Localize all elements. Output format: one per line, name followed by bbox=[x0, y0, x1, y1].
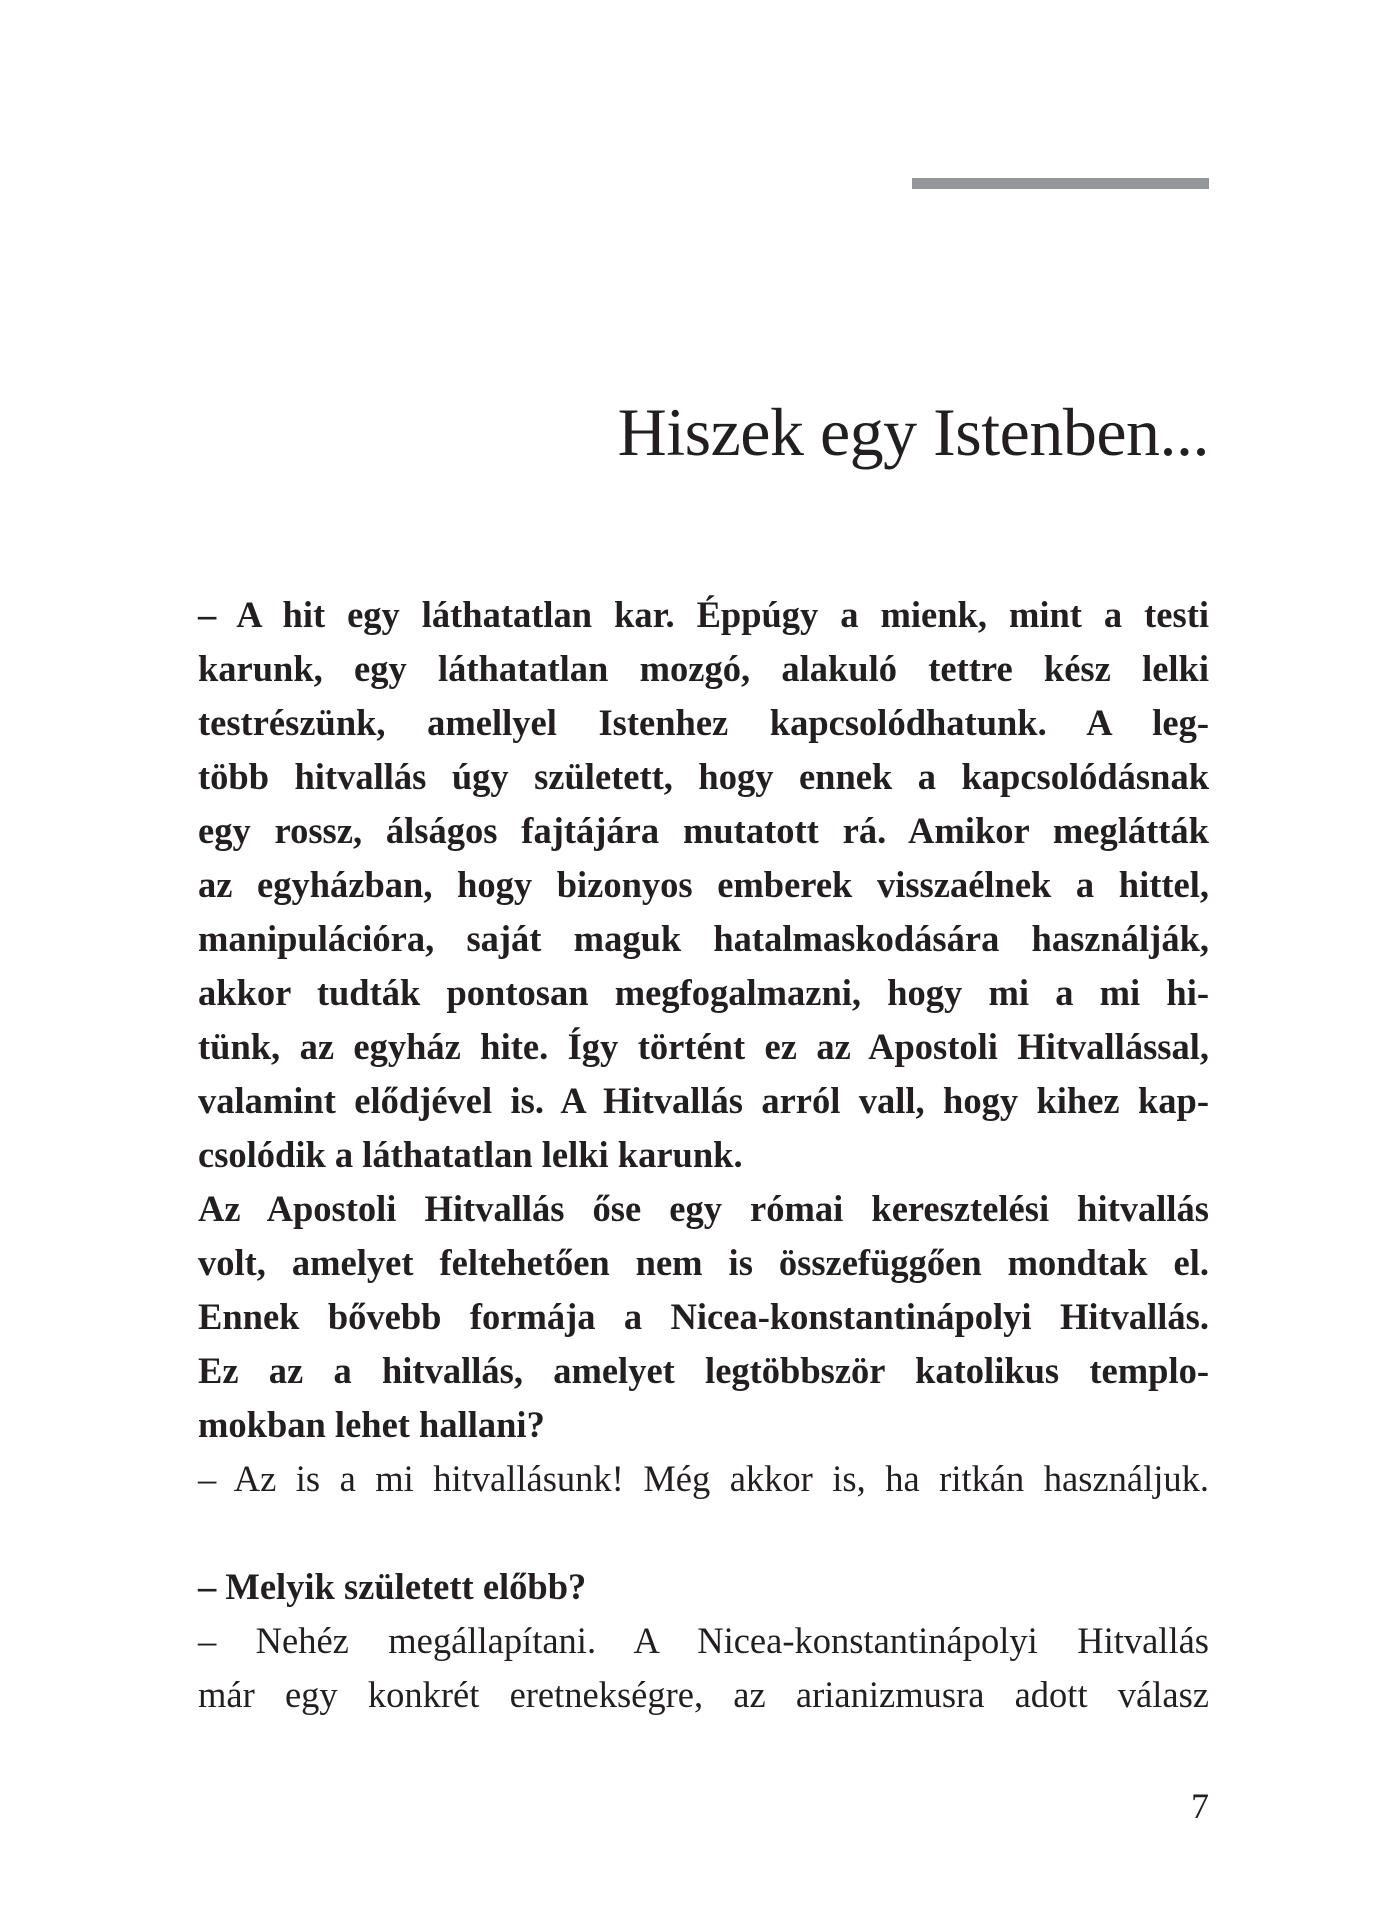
paragraph-gap bbox=[198, 1506, 1209, 1560]
text-line: akkor tudták pontosan megfogalmazni, hogy mi a mi hi- bbox=[198, 972, 1209, 1013]
text-line: Ennek bővebb formája a Nicea-konstantinápolyi Hitvallás. bbox=[198, 1296, 1209, 1337]
text-line: tünk, az egyház hite. Így történt ez az Apostoli Hitvallással, bbox=[198, 1026, 1209, 1067]
answer-1 bbox=[198, 1452, 1209, 1506]
text-line: – Melyik született előbb? bbox=[198, 1566, 587, 1607]
text-line: Az Apostoli Hitvallás őse egy római keresztelési hitvallás bbox=[198, 1188, 1209, 1229]
text-line: Ez az a hitvallás, amelyet legtöbbször katolikus templo- bbox=[198, 1350, 1209, 1391]
text-line: csolódik a láthatatlan lelki karunk. bbox=[198, 1134, 743, 1175]
text-line: testrészünk, amellyel Istenhez kapcsolódhatunk. A leg- bbox=[198, 702, 1209, 743]
question-2 bbox=[198, 1560, 1209, 1614]
text-line: mokban lehet hallani? bbox=[198, 1404, 545, 1445]
chapter-title: Hiszek egy Istenben... bbox=[617, 394, 1209, 470]
text-line: már egy konkrét eretnekségre, az arianizmusra adott válasz bbox=[198, 1674, 1209, 1715]
answer-2 bbox=[198, 1614, 1209, 1722]
text-line: – Az is a mi hitvallásunk! Még akkor is, ha ritkán használjuk. bbox=[198, 1458, 1209, 1499]
paragraph-2 bbox=[198, 1182, 1209, 1452]
decorative-rule bbox=[912, 178, 1209, 189]
body-text bbox=[198, 588, 1209, 1722]
page-number: 7 bbox=[1191, 1786, 1209, 1826]
text-line: volt, amelyet feltehetően nem is összefüggően mondtak el. bbox=[198, 1242, 1209, 1283]
text-line: valamint elődjével is. A Hitvallás arról vall, hogy kihez kap- bbox=[198, 1080, 1209, 1121]
paragraph-1 bbox=[198, 588, 1209, 1182]
text-line: – A hit egy láthatatlan kar. Éppúgy a mienk, mint a testi bbox=[198, 594, 1209, 635]
text-line: karunk, egy láthatatlan mozgó, alakuló tettre kész lelki bbox=[198, 648, 1209, 689]
text-line: egy rossz, álságos fajtájára mutatott rá. Amikor meglátták bbox=[198, 810, 1209, 851]
text-line: az egyházban, hogy bizonyos emberek visszaélnek a hittel, bbox=[198, 864, 1209, 905]
text-line: – Nehéz megállapítani. A Nicea-konstantinápolyi Hitvallás bbox=[198, 1620, 1209, 1661]
text-line: manipulációra, saját maguk hatalmaskodására használják, bbox=[198, 918, 1209, 959]
text-line: több hitvallás úgy született, hogy ennek a kapcsolódásnak bbox=[198, 756, 1209, 797]
